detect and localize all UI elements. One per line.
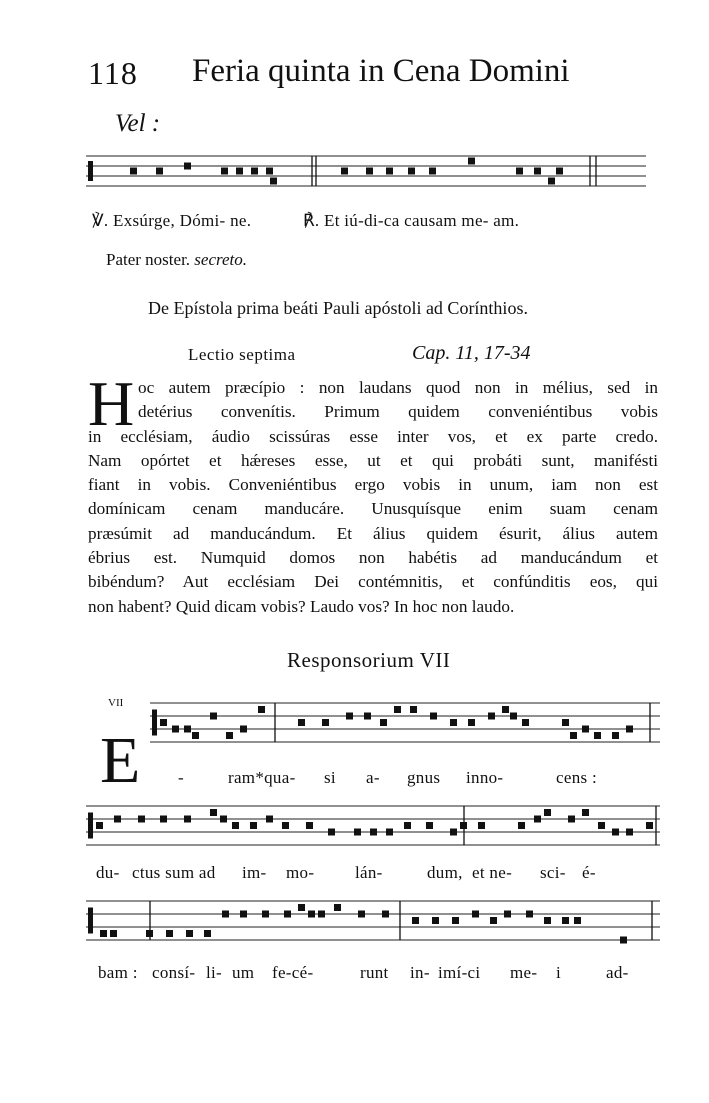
neume [100, 930, 107, 937]
vel-label: Vel : [115, 110, 161, 137]
neume [426, 822, 433, 829]
neume [472, 911, 479, 918]
neume [221, 168, 228, 175]
neume [262, 911, 269, 918]
neume [334, 904, 341, 911]
neume [574, 917, 581, 924]
neume [110, 930, 117, 937]
neume [544, 809, 551, 816]
neume [186, 930, 193, 937]
lyric-syllable: bam : [98, 963, 138, 982]
neume [502, 706, 509, 713]
neume [114, 816, 121, 823]
neume [516, 168, 523, 175]
lyric-syllable: gnus [407, 768, 441, 787]
neume [222, 911, 229, 918]
lyric-syllable: é- [582, 863, 596, 882]
neume [518, 822, 525, 829]
neume [364, 713, 371, 720]
neume [432, 917, 439, 924]
neume [562, 917, 569, 924]
neume [236, 168, 243, 175]
neume [160, 816, 167, 823]
neume [358, 911, 365, 918]
lyric-syllable: inno- [466, 768, 504, 787]
neume [582, 809, 589, 816]
neume [450, 719, 457, 726]
lectio-label: Lectio septima [188, 345, 296, 364]
responsory-title: Responsorium VII [287, 648, 451, 672]
neume [568, 816, 575, 823]
reading-line: oc autem præcípio : non laudans quod non in mélius, sed in [138, 378, 658, 397]
neume [526, 911, 533, 918]
neume [429, 168, 436, 175]
lyric-syllable: mo- [286, 863, 315, 882]
neume [328, 829, 335, 836]
clef [88, 813, 93, 839]
reading-line: in ecclésiam, áudio scissúras esse inter vos, et ex parte credo. [88, 426, 658, 446]
neume [204, 930, 211, 937]
neume [612, 829, 619, 836]
lyric-syllable: me- [510, 963, 538, 982]
neume [166, 930, 173, 937]
neume [478, 822, 485, 829]
neume [534, 816, 541, 823]
reading-line: fiant in vobis. Conveniéntibus ergo vobis in unum, iam non est [88, 475, 658, 495]
neume [488, 713, 495, 720]
lyric-syllable: ram*qua- [228, 768, 296, 787]
neume [594, 732, 601, 739]
chapter-reference: Cap. 11, 17-34 [412, 342, 531, 364]
lyric-syllable: du- [96, 863, 120, 882]
lyric-syllable: li- [206, 963, 223, 982]
neume [184, 726, 191, 733]
neume [270, 178, 277, 185]
neume [192, 732, 199, 739]
neume [548, 178, 555, 185]
neume [544, 917, 551, 924]
lyric-syllable: ℟. Et iú-di-ca causam me- am. [303, 211, 520, 230]
neume [562, 719, 569, 726]
reading-line: Nam opórtet et hǽreses esse, ut et qui probáti sunt, manifésti [88, 450, 658, 470]
reading-line: detérius convenítis. Primum quidem conveniéntibus vobis [138, 402, 658, 422]
neume [430, 713, 437, 720]
neume [394, 706, 401, 713]
reading-line: bibéndum? Aut ecclésiam Dei contémnitis, et confúnditis eos, qui [88, 572, 658, 592]
lyric-syllable: imí-ci [438, 963, 481, 982]
neume [130, 168, 137, 175]
neume [298, 904, 305, 911]
neume [404, 822, 411, 829]
neume [408, 168, 415, 175]
neume [232, 822, 239, 829]
neume [450, 829, 457, 836]
neume [626, 726, 633, 733]
versicle-staff [86, 150, 646, 200]
neume [282, 822, 289, 829]
neume [240, 726, 247, 733]
neume [556, 168, 563, 175]
neume [620, 937, 627, 944]
neume [504, 911, 511, 918]
neume [220, 816, 227, 823]
neume [250, 822, 257, 829]
neume [160, 719, 167, 726]
neume [646, 822, 653, 829]
lyric-syllable: in- [410, 963, 430, 982]
neume [468, 719, 475, 726]
lyric-syllable: um [232, 963, 255, 982]
neume [366, 168, 373, 175]
neume [184, 816, 191, 823]
lyric-syllable: lán- [355, 863, 383, 882]
responsory-staff-2 [86, 798, 660, 868]
neume [626, 829, 633, 836]
lyric-syllable: et ne- [472, 863, 513, 882]
reading-text [88, 376, 658, 619]
lyric-syllable: a- [366, 768, 380, 787]
neume [598, 822, 605, 829]
page-number: 118 [88, 55, 138, 91]
neume [184, 163, 191, 170]
reading-line: ébrius est. Numquid domos non habétis ad manducándum et [88, 548, 658, 568]
neume [380, 719, 387, 726]
lyric-syllable: consí- [152, 963, 196, 982]
neume [386, 829, 393, 836]
neume [612, 732, 619, 739]
lyric-syllable: - [178, 768, 184, 787]
neume [534, 168, 541, 175]
mode-number: VII [108, 697, 124, 709]
neume [306, 822, 313, 829]
lyric-syllable: ℣. Exsúrge, Dómi- ne. [92, 211, 252, 230]
neume [410, 706, 417, 713]
neume [172, 726, 179, 733]
neume [146, 930, 153, 937]
pater-noster: Pater noster. secreto. [106, 250, 248, 269]
responsory-initial: E [100, 724, 141, 797]
lyric-syllable: i [556, 963, 562, 982]
neume [138, 816, 145, 823]
clef [88, 908, 93, 934]
neume [298, 719, 305, 726]
lyric-syllable: ad- [606, 963, 629, 982]
neume [382, 911, 389, 918]
epistle-heading: De Epístola prima beáti Pauli apóstoli ad Corínthios. [148, 298, 528, 318]
lyric-syllable: si [324, 768, 336, 787]
clef [152, 710, 157, 736]
neume [210, 809, 217, 816]
lyric-syllable: dum, [427, 863, 463, 882]
neume [284, 911, 291, 918]
lyric-syllable: fe-cé- [272, 963, 314, 982]
neume [308, 911, 315, 918]
neume [354, 829, 361, 836]
neume [460, 822, 467, 829]
neume [582, 726, 589, 733]
reading-line: non habent? Quid dicam vobis? Laudo vos? In hoc non laudo. [88, 596, 515, 616]
neume [490, 917, 497, 924]
neume [258, 706, 265, 713]
lyric-syllable: ctus sum ad [132, 863, 216, 882]
reading-initial: H [88, 368, 135, 439]
running-title: Feria quinta in Cena Domini [192, 53, 570, 89]
reading-line: præsúmit ad manducándum. Et álius quidem ésurit, álius autem [88, 523, 658, 543]
neume [412, 917, 419, 924]
neume [210, 713, 217, 720]
neume [96, 822, 103, 829]
neume [322, 719, 329, 726]
neume [452, 917, 459, 924]
reading-line: domínicam cenam manducáre. Unusquísque enim suam cenam [88, 499, 658, 519]
neume [341, 168, 348, 175]
neume [318, 911, 325, 918]
responsory-staff-3 [86, 893, 660, 963]
neume [266, 168, 273, 175]
neume [570, 732, 577, 739]
neume [370, 829, 377, 836]
neume [386, 168, 393, 175]
lyric-syllable: sci- [540, 863, 566, 882]
neume [251, 168, 258, 175]
clef [88, 161, 93, 181]
neume [240, 911, 247, 918]
neume [226, 732, 233, 739]
neume [346, 713, 353, 720]
neume [510, 713, 517, 720]
lyric-syllable: runt [360, 963, 389, 982]
neume [156, 168, 163, 175]
neume [266, 816, 273, 823]
neume [522, 719, 529, 726]
lyric-syllable: cens : [556, 768, 597, 787]
responsory-staff-1 [150, 695, 660, 765]
neume [468, 158, 475, 165]
lyric-syllable: im- [242, 863, 267, 882]
